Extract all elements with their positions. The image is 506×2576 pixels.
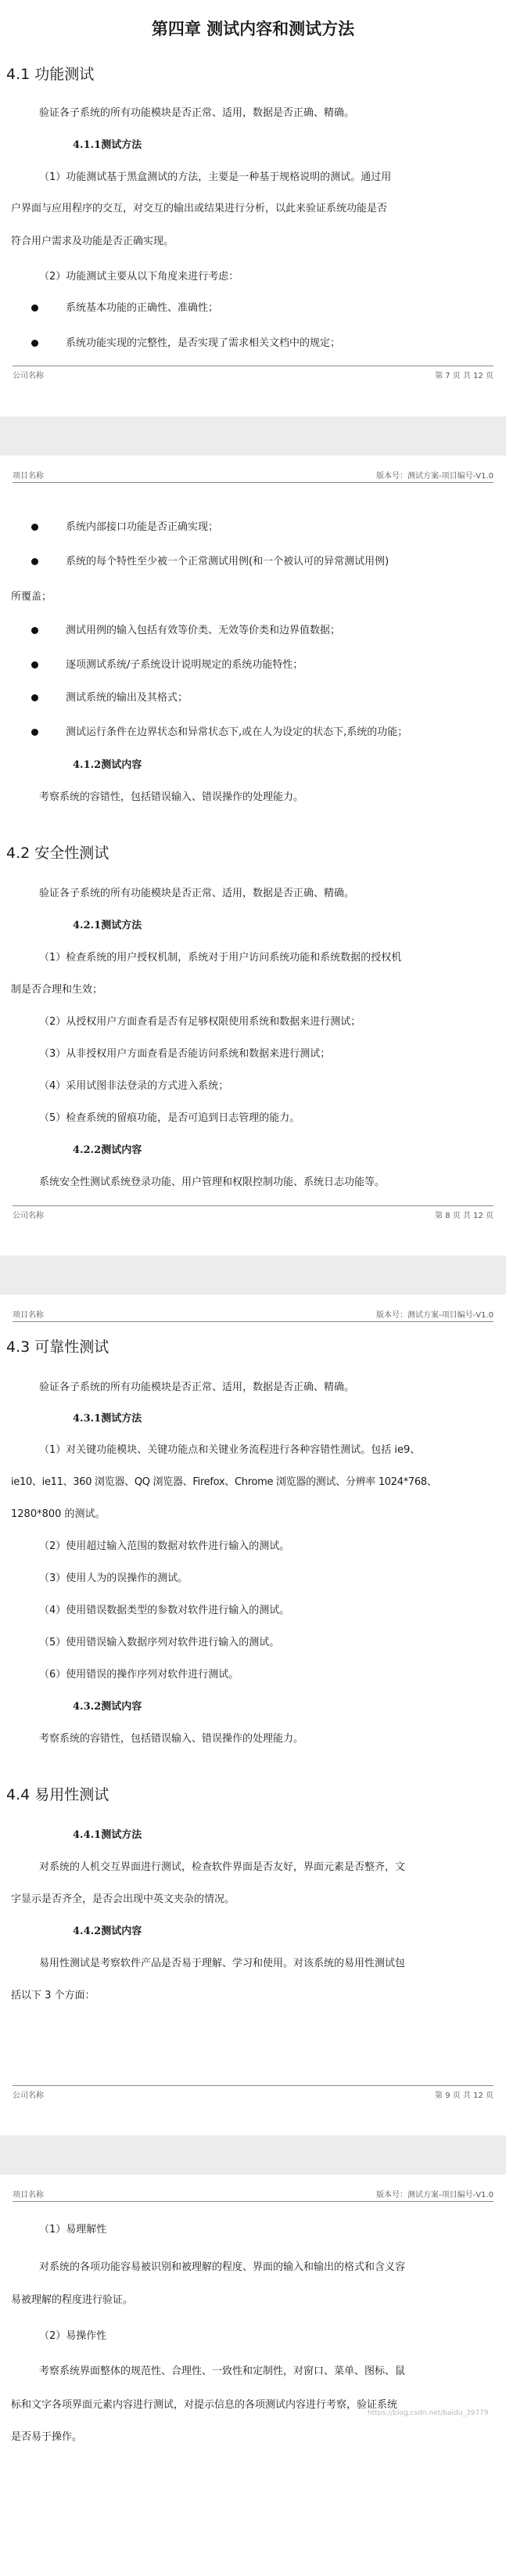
document-page-4 (0, 2174, 506, 2576)
paragraph: 制是否合理和生效； (11, 984, 103, 996)
subsection-heading: 4.2.1测试方法 (73, 920, 142, 931)
list-item: 系统基本功能的正确性、准确性； (66, 302, 219, 314)
paragraph: 验证各子系统的所有功能模块是否正常、适用，数据是否正确、精确。 (39, 107, 355, 119)
paragraph: （3）使用人为的误操作的测试。 (39, 1573, 188, 1584)
list-item: 逐项测试系统/子系统设计说明规定的系统功能特性； (66, 659, 303, 671)
list-item-continuation: 所覆盖； (11, 591, 52, 603)
paragraph: 标和文字各项界面元素内容进行测试，对提示信息的各项测试内容进行考察，验证系统 (11, 2399, 398, 2411)
paragraph: 系统安全性测试系统登录功能、用户管理和权限控制功能、系统日志功能等。 (39, 1176, 386, 1188)
footer-page-number: 第 8 页 共 12 页 (435, 1212, 493, 1220)
header-project-name: 项目名称 (13, 472, 44, 481)
paragraph: （5）检查系统的留痕功能，是否可追到日志管理的能力。 (39, 1112, 300, 1124)
paragraph: （1）检查系统的用户授权机制，系统对于用户访问系统功能和系统数据的授权机 (39, 952, 402, 964)
header-version: 版本号：测试方案-项目编号-V1.0 (376, 1311, 493, 1320)
document-page-3 (0, 1295, 506, 2135)
footer-company: 公司名称 (13, 372, 44, 380)
paragraph: （2）易操作性 (39, 2330, 107, 2342)
paragraph: 考察系统界面整体的规范性、合理性、一致性和定制性，对窗口、菜单、图标、鼠 (39, 2365, 406, 2377)
header-project-name: 项目名称 (13, 2191, 44, 2200)
page-footer (13, 1205, 493, 1219)
page-header (13, 1309, 493, 1322)
paragraph: （2）从授权用户方面查看是否有足够权限使用系统和数据来进行测试； (39, 1016, 361, 1028)
paragraph: 验证各子系统的所有功能模块是否正常、适用，数据是否正确、精确。 (39, 1382, 355, 1393)
list-item: 测试用例的输入包括有效等价类、无效等价类和边界值数据； (66, 625, 341, 636)
bullet-icon (31, 340, 38, 347)
header-version: 版本号：测试方案-项目编号-V1.0 (376, 2191, 493, 2200)
section-heading: 4.2 安全性测试 (6, 845, 109, 862)
bullet-icon (31, 558, 38, 565)
bullet-icon (31, 524, 38, 531)
list-item: 系统的每个特性至少被一个正常测试用例(和一个被认可的异常测试用例) (66, 556, 389, 567)
paragraph: 考察系统的容错性，包括错误输入、错误操作的处理能力。 (39, 1733, 304, 1745)
bullet-icon (31, 661, 38, 668)
footer-company: 公司名称 (13, 1212, 44, 1220)
page-footer (13, 2085, 493, 2099)
paragraph: 符合用户需求及功能是否正确实现。 (11, 236, 174, 247)
document-page-1 (0, 0, 506, 416)
page-header (13, 2189, 493, 2202)
paragraph: 考察系统的容错性，包括错误输入、错误操作的处理能力。 (39, 791, 304, 803)
header-version: 版本号：测试方案-项目编号-V1.0 (376, 472, 493, 481)
bullet-icon (31, 627, 38, 634)
section-heading: 4.1 功能测试 (6, 66, 95, 83)
paragraph: （2）使用超过输入范围的数据对软件进行输入的测试。 (39, 1540, 290, 1552)
footer-page-number: 第 9 页 共 12 页 (435, 2091, 493, 2100)
paragraph: ie10、ie11、360 浏览器、QQ 浏览器、Firefox、Chrome 浏览器的测试、分辨率 1024*768、 (11, 1476, 437, 1488)
bullet-icon (31, 694, 38, 701)
paragraph: （2）功能测试主要从以下角度来进行考虑： (39, 271, 239, 283)
subsection-heading: 4.1.1测试方法 (73, 139, 142, 151)
paragraph: 对系统的人机交互界面进行测试，检查软件界面是否友好，界面元素是否整齐，文 (39, 1861, 406, 1873)
subsection-heading: 4.4.2测试内容 (73, 1926, 142, 1937)
paragraph: （4）使用错误数据类型的参数对软件进行输入的测试。 (39, 1605, 290, 1616)
paragraph: （3）从非授权用户方面查看是否能访问系统和数据来进行测试； (39, 1048, 331, 1060)
list-item: 测试运行条件在边界状态和异常状态下,或在人为设定的状态下,系统的功能； (66, 726, 408, 738)
paragraph: （6）使用错误的操作序列对软件进行测试。 (39, 1669, 239, 1681)
bullet-icon (31, 729, 38, 736)
list-item: 系统内部接口功能是否正确实现； (66, 521, 219, 533)
paragraph: 易被理解的程度进行验证。 (11, 2294, 134, 2306)
subsection-heading: 4.2.2测试内容 (73, 1144, 142, 1156)
paragraph: （4）采用试图非法登录的方式进入系统； (39, 1080, 229, 1092)
paragraph: 字显示是否齐全，是否会出现中英文夹杂的情况。 (11, 1893, 235, 1905)
paragraph: （1）对关键功能模块、关键功能点和关键业务流程进行各种容错性测试。包括 ie9、 (39, 1444, 421, 1456)
paragraph: 对系统的各项功能容易被识别和被理解的程度、界面的输入和输出的格式和含义容 (39, 2261, 406, 2273)
watermark: https://blog.csdn.net/baidu_39779 (368, 2409, 489, 2417)
list-item: 测试系统的输出及其格式； (66, 692, 188, 704)
list-item: 系统功能实现的完整性，是否实现了需求相关文档中的规定； (66, 337, 341, 349)
document-page-2 (0, 456, 506, 1256)
footer-page-number: 第 7 页 共 12 页 (435, 372, 493, 380)
paragraph: （1）易理解性 (39, 2224, 107, 2236)
bullet-icon (31, 304, 38, 312)
subsection-heading: 4.3.2测试内容 (73, 1701, 142, 1713)
paragraph: （1）功能测试基于黑盒测试的方法，主要是一种基于规格说明的测试。通过用 (39, 171, 392, 183)
subsection-heading: 4.3.1测试方法 (73, 1413, 142, 1425)
paragraph: 1280*800 的测试。 (11, 1508, 106, 1520)
subsection-heading: 4.1.2测试内容 (73, 759, 142, 771)
section-heading: 4.4 易用性测试 (6, 1786, 109, 1803)
page-header (13, 470, 493, 483)
page-footer (13, 366, 493, 379)
paragraph: 易用性测试是考察软件产品是否易于理解、学习和使用。对该系统的易用性测试包 (39, 1958, 406, 1969)
chapter-title: 第四章 测试内容和测试方法 (151, 20, 355, 38)
paragraph: 验证各子系统的所有功能模块是否正常、适用，数据是否正确、精确。 (39, 888, 355, 899)
header-project-name: 项目名称 (13, 1311, 44, 1320)
paragraph: 是否易于操作。 (11, 2431, 83, 2443)
paragraph: 括以下 3 个方面： (11, 1990, 95, 2001)
paragraph: 户界面与应用程序的交互，对交互的输出或结果进行分析，以此来验证系统功能是否 (11, 203, 388, 214)
paragraph: （5）使用错误输入数据序列对软件进行输入的测试。 (39, 1637, 280, 1648)
section-heading: 4.3 可靠性测试 (6, 1338, 109, 1356)
subsection-heading: 4.4.1测试方法 (73, 1829, 142, 1841)
footer-company: 公司名称 (13, 2091, 44, 2100)
